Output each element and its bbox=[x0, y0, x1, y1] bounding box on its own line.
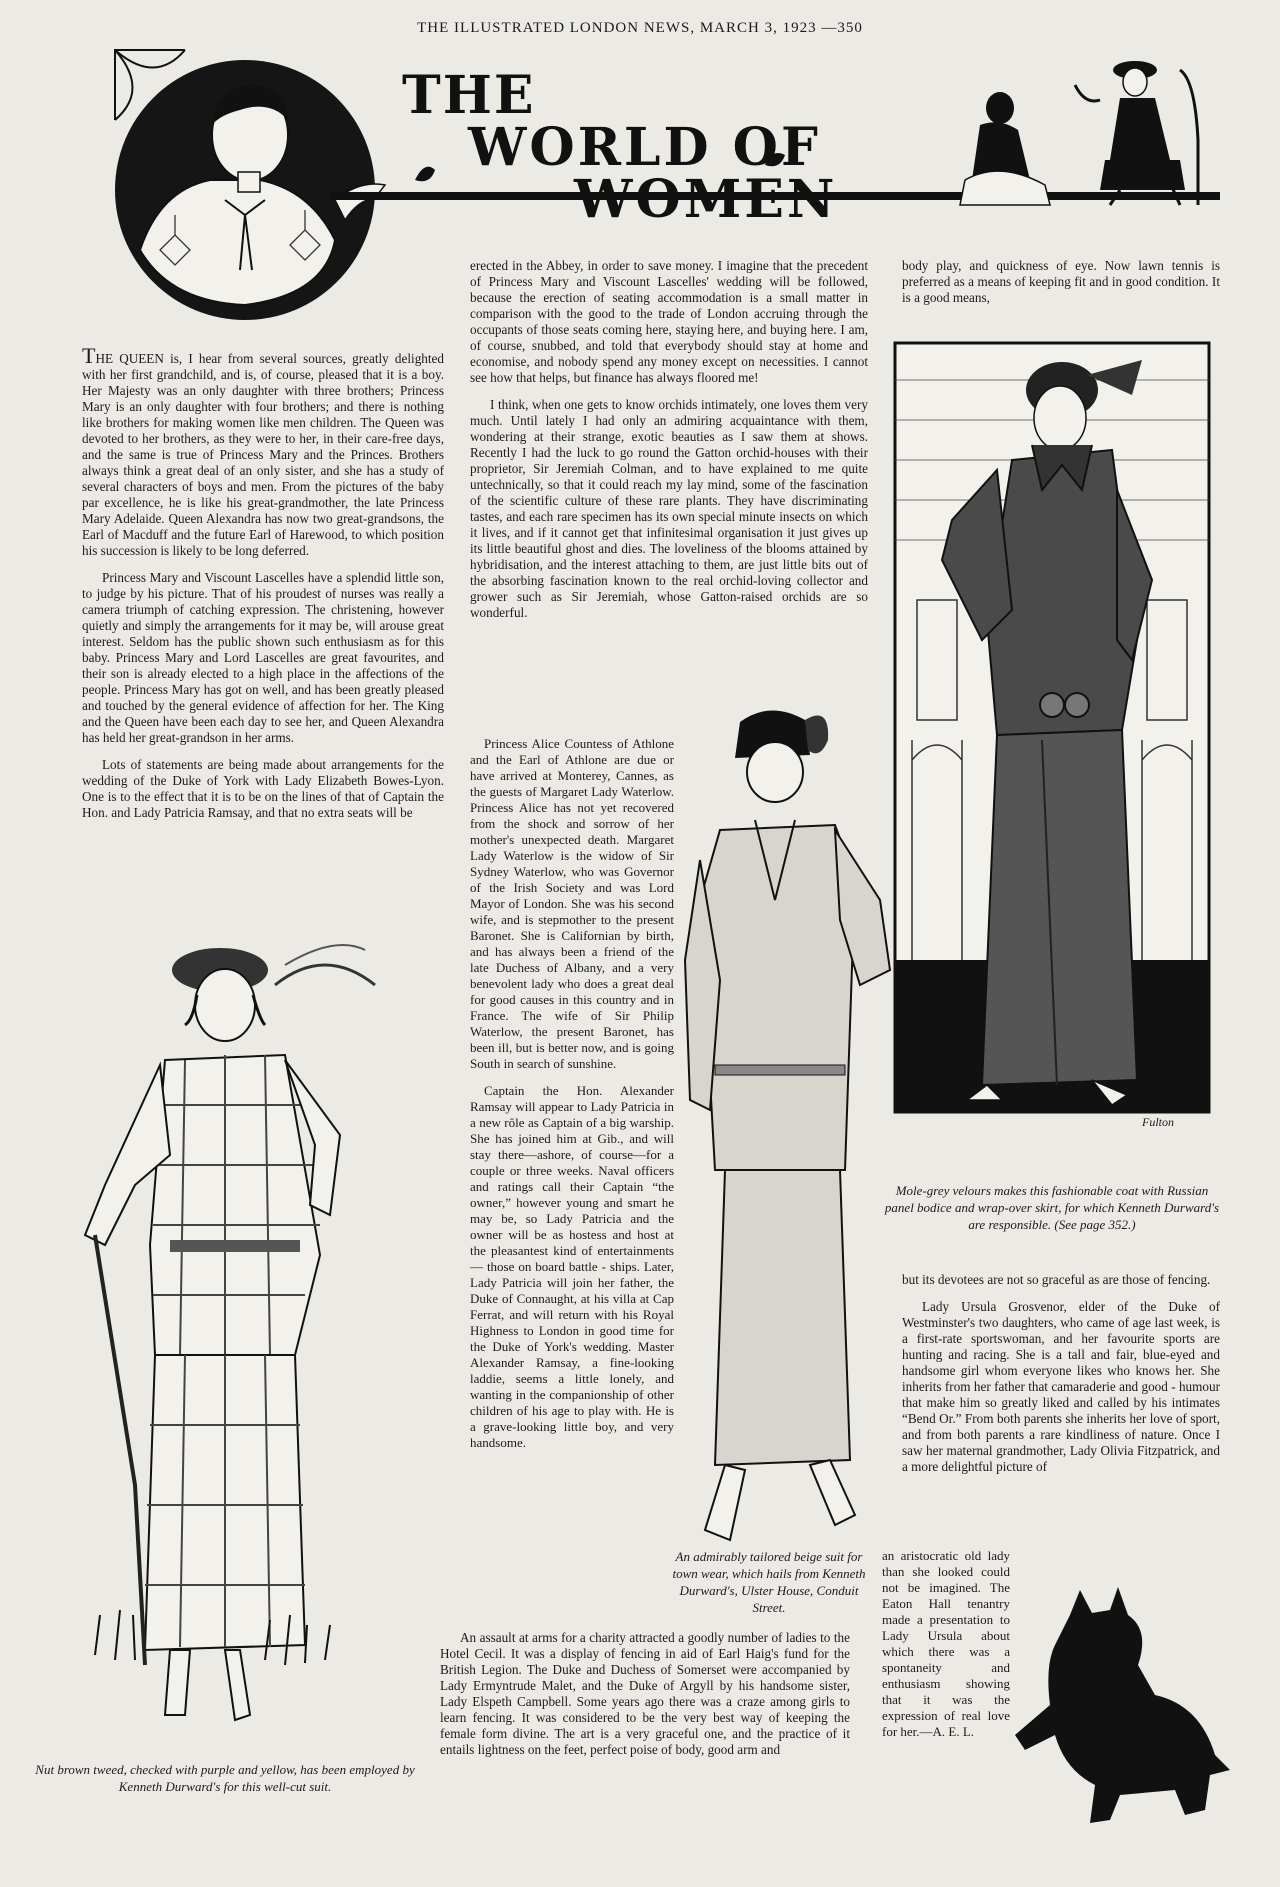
article-paragraph: an aristocratic old lady than she looked could not be imagined. The Eaton Hall tenantry made a presentation to Lady Ursula about which there was a spontaneity and enthusiasm showing that it was the expression of real love for her.—A. E. L. bbox=[882, 1548, 1010, 1739]
article-paragraph: Lots of statements are being made about arrangements for the wedding of the Duke of York with Lady Elizabeth Bowes-Lyon. One is to the effect that it is to be on the lines of that of Captain the Hon. and Lady Patricia Ramsay, and that no extra seats will be bbox=[82, 757, 444, 820]
tweed-suit-illustration bbox=[75, 925, 415, 1735]
seated-figures-illustration bbox=[960, 61, 1198, 205]
artist-signature: Fulton bbox=[1142, 1115, 1174, 1129]
article-paragraph: Princess Alice Countess of Athlone and the Earl of Athlone are due or have arrived at Monterey, Cannes, as the guests of Margaret Lady Waterlow. Princess Alice has not yet recovered from the shock and sorrow of her mother's unexpected death. Margaret Lady Waterlow is the widow of Sir Sydney Waterlow, who was Governor of the Irish Society and was Lord Mayor of London. She was his second wife, and is stepmother to the present Baronet. She is Californian by birth, and has always been a friend of the late Duchess of Albany, and a very benevolent lady who does a great deal for good causes in this country and in France. The wife of Sir Philip Waterlow, the present Baronet, has been ill, but is better now, and is going South in search of sunshine. bbox=[470, 736, 674, 1071]
article-paragraph: Lady Ursula Grosvenor, elder of the Duke of Westminster's two daughters, who came of age last week, is a first-rate sportswoman, and her favourite sports are hunting and racing. She is a tall and fair, blue-eyed and handsome girl whom everyone likes who knows her. She inherits from her father that camaraderie and good - humour that make him so greatly liked and called by his intimates “Bend Or.” From both parents she inherits her love of sport, and from both parents a rare kindliness of nature. Once I saw her maternal grandmother, Lady Olivia Fitzpatrick, and a more delightful picture of bbox=[902, 1299, 1220, 1474]
column-2-narrow bbox=[470, 736, 674, 1462]
masthead-title-line1: THE bbox=[402, 65, 536, 126]
column-2-upper bbox=[470, 258, 868, 632]
article-paragraph: but its devotees are not so graceful as are those of fencing. bbox=[902, 1272, 1211, 1287]
leaf-ornament-left bbox=[415, 167, 435, 182]
column-2-lower bbox=[440, 1630, 850, 1769]
article-paragraph: body play, and quickness of eye. Now lawn tennis is preferred as a means of keeping fit and in good condition. It is a good means, bbox=[902, 258, 1220, 305]
drop-cap: T bbox=[82, 343, 96, 368]
column-1 bbox=[82, 343, 444, 832]
article-paragraph: THE QUEEN is, I hear from several sources, greatly delighted with her first grandchild, and is, of course, pleased that it is a boy. Her Majesty was an only daughter with three brothers; Princess Mary is an only daughter with four brothers; and there is nothing like brothers for making women like men children. The Queen was devoted to her brothers, as they were to her, in their care-free days, and the same is true of Princess Mary and the Princes. Brothers always think a great deal of an only sister, and she has a study of several characters of boys and men. From the pictures of the baby par excellence, he is like his great-grandmother, the late Princess Mary Adelaide. Queen Alexandra has now two great-grandsons, the Earl of Macduff and the future Earl of Harewood, to which position his succession is likely to be long deferred. bbox=[82, 343, 444, 558]
article-paragraph: An assault at arms for a charity attracted a goodly number of ladies to the Hotel Cecil. It was a display of fencing in aid of Earl Haig's fund for the British Legion. The Duke and Duchess of Somerset were accompanied by Lady Ermyntrude Malet, and the Duke of Argyll by his handsome sister, Lady Elspeth Campbell. Some years ago there was a craze among girls to learn fencing. It was considered to be the very best way of keeping the female form divine. The art is a very graceful one, and the practice of it entails lightness on the feet, perfect poise of body, good arm and bbox=[440, 1630, 850, 1757]
article-paragraph: Captain the Hon. Alexander Ramsay will appear to Lady Patricia in a new rôle as Captain of a big warship. She has joined him at Gib., and will stay there—ashore, of course—for a couple or three weeks. Naval officers and ratings call their Captain “the owner,” however young and smart he may be, so Lady Patricia and the owner will be as hostess and host at the pleasantest kind of entertainments — those on board battle - ships. Later, Lady Patricia will join her father, the Duke of Connaught, at his villa at Cap Ferrat, and will return with his Royal Highness to London in good time for the Duke of York's wedding. Master Alexander Ramsay, a fine-looking laddie, seems a little lonely, and wanting in the companionship of other children of his age to play with. He is a grave-looking little boy, and very handsome. bbox=[470, 1083, 674, 1450]
masthead-title-line3: WOMEN bbox=[574, 169, 838, 230]
article-paragraph: erected in the Abbey, in order to save money. I imagine that the precedent of Princess Mary and Viscount Lascelles' wedding will be followed, because the erection of seating accommodation is a small matter in comparison with the good to the trade of London accruing through the occupants of those seats coming here, staying here, and buying here. I am, of course, snubbed, and told that everybody should stay at home and economise, and nobody spend any money except on necessities. I cannot see how that helps, but finance has always floored me! bbox=[470, 258, 868, 385]
article-paragraph: Princess Mary and Viscount Lascelles have a splendid little son, to judge by his picture. That of his proudest of nurses was really a camera triumph of catching expression. The christening, however quietly and simply the arrangements for it may be, will arouse great interest. Seldom has the public shown such enthusiasm as for this baby. Princess Mary and Lord Lascelles are great favourites, and their son is already elected to a high place in the affections of the people. Princess Mary has got on well, and has been greatly pleased and touched by the general evidence of affection for her. The King and the Queen have been each day to see her, and Queen Alexandra has held her great-grandson in her arms. bbox=[82, 570, 444, 745]
portrait-medallion bbox=[115, 60, 385, 320]
caption-velours: Mole-grey velours makes this fashionable coat with Russian panel bodice and wrap-over skirt, for which Kenneth Durward's are responsible. (See page 352.) bbox=[884, 1183, 1220, 1232]
column-3-lower bbox=[902, 1272, 1220, 1486]
column-3-top bbox=[902, 258, 1220, 317]
velours-coat-illustration bbox=[892, 340, 1212, 1115]
column-3-narrow bbox=[882, 1548, 1010, 1751]
beige-suit-illustration bbox=[680, 700, 900, 1550]
caption-beige: An admirably tailored beige suit for town wear, which hails from Kenneth Durward's, Ulster House, Conduit Street. bbox=[672, 1549, 866, 1615]
masthead-title-line2: WORLD OF bbox=[468, 117, 821, 178]
running-head: THE ILLUSTRATED LONDON NEWS, MARCH 3, 1923 —350 bbox=[417, 20, 863, 36]
caption-tweed: Nut brown tweed, checked with purple and yellow, has been employed by Kenneth Durward's for this well-cut suit. bbox=[35, 1762, 415, 1794]
scottie-dog-silhouette bbox=[1010, 1585, 1235, 1830]
article-paragraph: I think, when one gets to know orchids intimately, one loves them very much. Until lately I had only an admiring acquaintance with them, wondering at their strange, exotic beauties as I saw them at shows. Recently I had the luck to go round the Gatton orchid-houses with their proprietor, Sir Jeremiah Colman, and to have explained to me quite untechnically, so that it could reach my lay mind, some of the fascination of the scientific culture of these rare plants. They have discriminating tastes, and each rare specimen has its own special minute insects on which it lives, and if it cannot get that infinitesimal organisation it just gives up its little beautiful ghost and dies. The loveliness of the blooms attained by hybridisation, and the interest attaching to them, are just little bits out of the absorbing fascination known to the real orchid-loving collector and grower such as Sir Jeremiah, whose Gatton-raised orchids are so wonderful. bbox=[470, 397, 868, 620]
